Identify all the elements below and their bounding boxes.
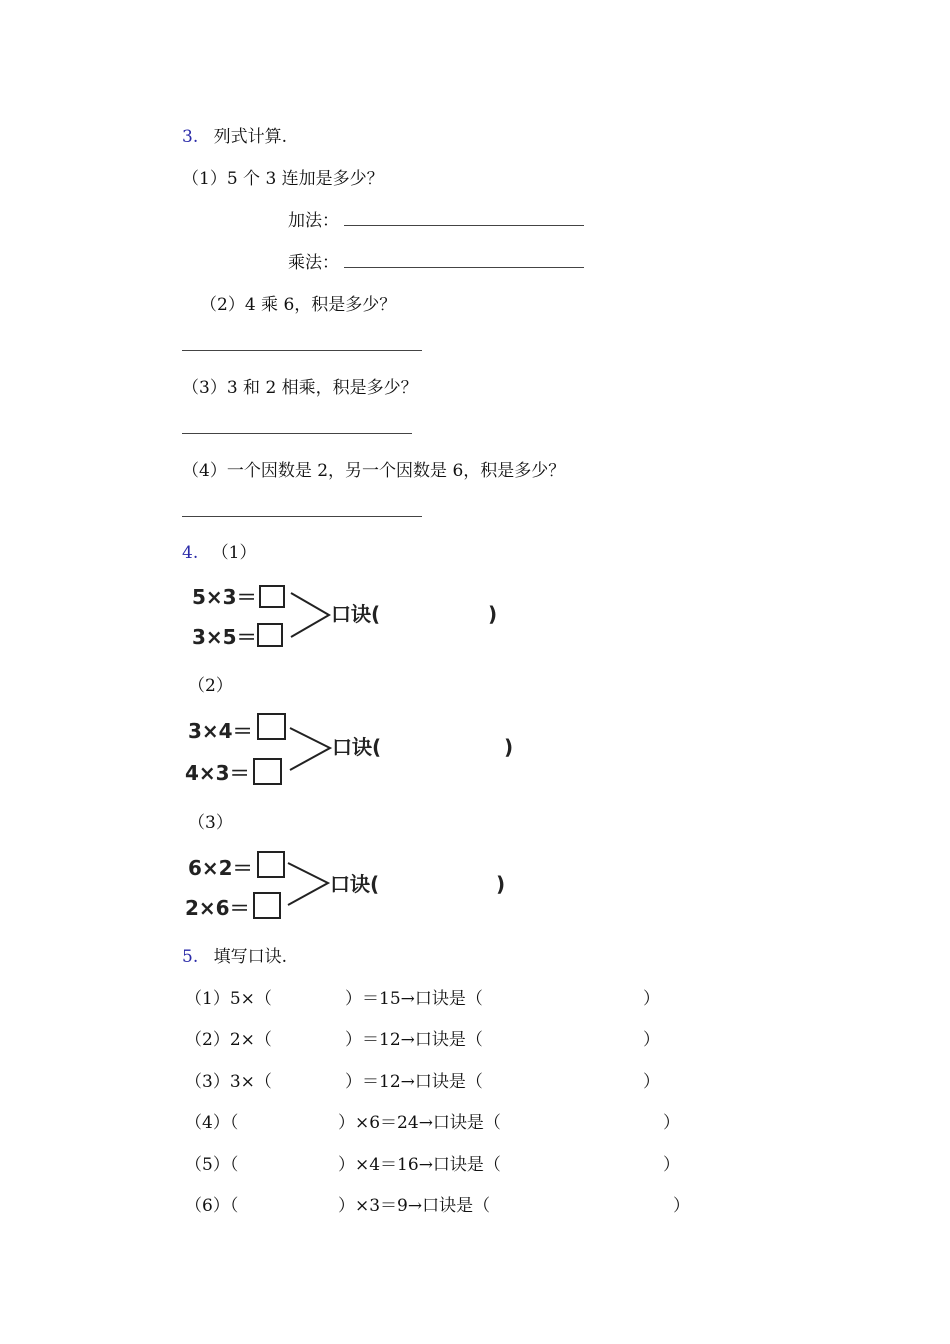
- q4-figure-2: [178, 708, 518, 790]
- row-part-a: （5）（: [185, 1155, 239, 1175]
- answer-box-1[interactable]: [258, 714, 285, 739]
- row-part-b: ）×4＝16→口诀是（: [338, 1155, 501, 1175]
- q3-part3: （3）3 和 2 相乘，积是多少？: [182, 378, 418, 398]
- q3-part4: （4）一个因数是 2，另一个因数是 6，积是多少？: [182, 461, 566, 481]
- equation-2: 3×5＝: [192, 625, 257, 649]
- answer-box-2[interactable]: [254, 893, 280, 918]
- part4-answer-line[interactable]: [182, 516, 422, 517]
- row-part-c: ）: [673, 1196, 690, 1216]
- row-part-b: ）＝12→口诀是（: [345, 1072, 483, 1092]
- row-part-c: ）: [663, 1113, 680, 1133]
- q3-number: 3.: [182, 127, 199, 147]
- mnemonic-label: 口诀(: [330, 872, 380, 896]
- row-part-c: ）: [643, 1072, 660, 1092]
- add-answer-line[interactable]: [344, 225, 584, 226]
- q5-number: 5.: [182, 947, 199, 967]
- q4-heading: [182, 538, 256, 563]
- answer-box-2[interactable]: [254, 759, 281, 784]
- row-part-a: （2）2×（: [185, 1030, 272, 1050]
- q4-part3-label: （3）: [188, 813, 233, 833]
- bracket-arrow: [288, 863, 328, 905]
- mnemonic-label: 口诀(: [331, 602, 381, 626]
- row-part-b: ）＝15→口诀是（: [345, 989, 483, 1009]
- row-part-b: ）×6＝24→口诀是（: [338, 1113, 501, 1133]
- bracket-arrow: [291, 593, 329, 637]
- row-part-c: ）: [663, 1155, 680, 1175]
- q4-figure-3: [178, 845, 518, 927]
- row-part-b: ）×3＝9→口诀是（: [338, 1196, 491, 1216]
- bracket-arrow: [290, 728, 330, 770]
- q3-part1: （1）5 个 3 连加是多少？: [182, 169, 384, 189]
- q4-part2-label: （2）: [188, 676, 233, 696]
- row-part-b: ）＝12→口诀是（: [345, 1030, 483, 1050]
- q4-part1-label: （1）: [211, 543, 257, 563]
- equation-1: 3×4＝: [188, 719, 253, 743]
- row-part-a: （6）（: [185, 1196, 239, 1216]
- row-part-a: （3）3×（: [185, 1072, 272, 1092]
- q3-part2: （2）4 乘 6，积是多少？: [200, 295, 397, 315]
- mnemonic-close: ): [504, 735, 514, 759]
- q3-heading: [182, 122, 287, 147]
- equation-2: 2×6＝: [185, 896, 250, 920]
- part2-answer-line[interactable]: [182, 350, 422, 351]
- row-part-a: （4）（: [185, 1113, 239, 1133]
- row-part-c: ）: [643, 1030, 660, 1050]
- answer-box-1[interactable]: [260, 586, 284, 607]
- row-part-c: ）: [643, 989, 660, 1009]
- mul-answer-line[interactable]: [344, 267, 584, 268]
- mnemonic-close: ): [488, 602, 498, 626]
- q3-title: 列式计算.: [213, 127, 288, 147]
- equation-1: 6×2＝: [188, 856, 253, 880]
- row-part-a: （1）5×（: [185, 989, 272, 1009]
- equation-2: 4×3＝: [185, 761, 250, 785]
- answer-box-1[interactable]: [258, 852, 284, 877]
- part3-answer-line[interactable]: [182, 433, 412, 434]
- q4-figure-1: [180, 575, 520, 655]
- equation-1: 5×3＝: [192, 585, 257, 609]
- answer-box-2[interactable]: [258, 624, 282, 646]
- q5-title: 填写口诀.: [213, 947, 288, 967]
- mnemonic-label: 口诀(: [332, 735, 382, 759]
- q4-number: 4.: [182, 543, 199, 563]
- mnemonic-close: ): [496, 872, 506, 896]
- add-label: 加法：: [288, 211, 339, 231]
- q5-heading: [182, 942, 287, 967]
- mul-label: 乘法：: [288, 253, 339, 273]
